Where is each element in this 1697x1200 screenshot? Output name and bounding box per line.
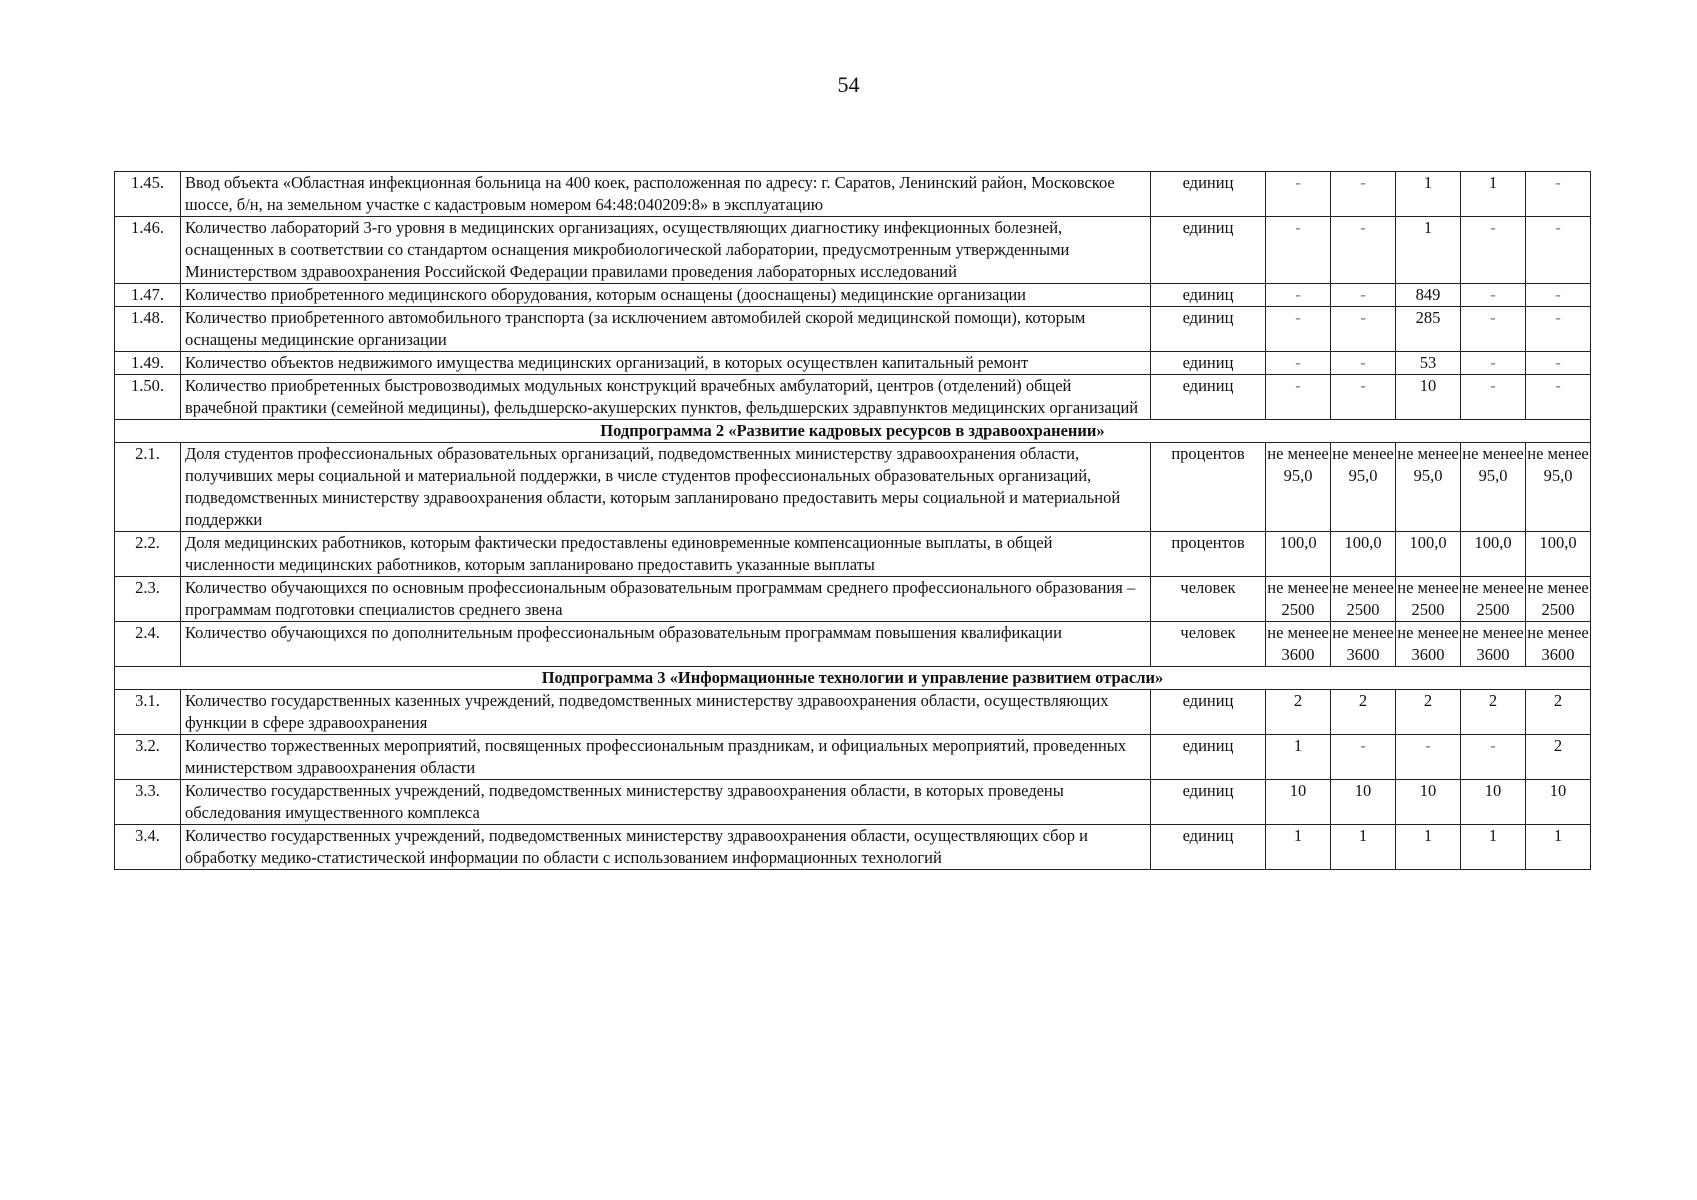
- year-value-1: -: [1266, 172, 1331, 217]
- year-value-5: не менее 3600: [1526, 622, 1591, 667]
- year-value-5: не менее 95,0: [1526, 443, 1591, 532]
- row-number: 1.50.: [115, 375, 181, 420]
- row-number: 1.47.: [115, 284, 181, 307]
- year-value-2: 100,0: [1331, 532, 1396, 577]
- year-value-1: -: [1266, 284, 1331, 307]
- row-number: 1.49.: [115, 352, 181, 375]
- section-title: Подпрограмма 3 «Информационные технологии и управление развитием отрасли»: [115, 667, 1591, 690]
- year-value-1: -: [1266, 375, 1331, 420]
- unit-of-measure: единиц: [1151, 780, 1266, 825]
- year-value-3: 53: [1396, 352, 1461, 375]
- unit-of-measure: единиц: [1151, 284, 1266, 307]
- year-value-2: 2: [1331, 690, 1396, 735]
- year-value-2: -: [1331, 375, 1396, 420]
- indicator-description: Количество приобретенного медицинского оборудования, которым оснащены (дооснащены) медицинские организации: [181, 284, 1151, 307]
- indicator-description: Количество приобретенного автомобильного транспорта (за исключением автомобилей скорой медицинской помощи), которым оснащены медицинские организации: [181, 307, 1151, 352]
- year-value-4: не менее 3600: [1461, 622, 1526, 667]
- unit-of-measure: единиц: [1151, 825, 1266, 870]
- indicator-description: Доля медицинских работников, которым фактически предоставлены единовременные компенсационные выплаты, в общей численности медицинских работников, которым запланировано предоставить указанные выплаты: [181, 532, 1151, 577]
- year-value-5: -: [1526, 352, 1591, 375]
- year-value-3: не менее 95,0: [1396, 443, 1461, 532]
- unit-of-measure: человек: [1151, 577, 1266, 622]
- year-value-1: не менее 95,0: [1266, 443, 1331, 532]
- year-value-2: -: [1331, 284, 1396, 307]
- year-value-1: 100,0: [1266, 532, 1331, 577]
- year-value-4: не менее 2500: [1461, 577, 1526, 622]
- year-value-5: -: [1526, 217, 1591, 284]
- year-value-4: 1: [1461, 825, 1526, 870]
- table-row: [115, 284, 1591, 307]
- table-row: [115, 172, 1591, 217]
- row-number: 3.2.: [115, 735, 181, 780]
- year-value-2: не менее 95,0: [1331, 443, 1396, 532]
- table-row: [115, 375, 1591, 420]
- year-value-3: 100,0: [1396, 532, 1461, 577]
- year-value-5: -: [1526, 307, 1591, 352]
- indicator-description: Ввод объекта «Областная инфекционная больница на 400 коек, расположенная по адресу: г. Саратов, Ленинский район, Московское шоссе, б/н, на земельном участке с кадастровым номером 64:48:040209:8» в эксплуатацию: [181, 172, 1151, 217]
- indicator-description: Количество приобретенных быстровозводимых модульных конструкций врачебных амбулаторий, центров (отделений) общей врачебной практики (семейной медицины), фельдшерско-акушерских пунктов, фельдшерских здравпунктов медицинских организаций: [181, 375, 1151, 420]
- indicator-description: Количество обучающихся по основным профессиональным образовательным программам среднего профессионального образования – программам подготовки специалистов среднего звена: [181, 577, 1151, 622]
- unit-of-measure: единиц: [1151, 172, 1266, 217]
- year-value-2: не менее 2500: [1331, 577, 1396, 622]
- table-row: [115, 735, 1591, 780]
- year-value-4: 2: [1461, 690, 1526, 735]
- year-value-4: 100,0: [1461, 532, 1526, 577]
- year-value-1: не менее 3600: [1266, 622, 1331, 667]
- year-value-3: 2: [1396, 690, 1461, 735]
- indicator-description: Доля студентов профессиональных образовательных организаций, подведомственных министерству здравоохранения области, получивших меры социальной и материальной поддержки, в числе студентов профессиональных образовательных организаций, подведомственных министерству здравоохранения области, которым запланировано предоставить меры социальной и материальной поддержки: [181, 443, 1151, 532]
- row-number: 1.46.: [115, 217, 181, 284]
- table-row: [115, 352, 1591, 375]
- unit-of-measure: единиц: [1151, 307, 1266, 352]
- unit-of-measure: человек: [1151, 622, 1266, 667]
- year-value-5: 2: [1526, 735, 1591, 780]
- year-value-3: -: [1396, 735, 1461, 780]
- year-value-1: 10: [1266, 780, 1331, 825]
- year-value-2: -: [1331, 217, 1396, 284]
- indicator-description: Количество объектов недвижимого имущества медицинских организаций, в которых осуществлен капитальный ремонт: [181, 352, 1151, 375]
- year-value-4: -: [1461, 217, 1526, 284]
- table-row: [115, 780, 1591, 825]
- table-row: [115, 217, 1591, 284]
- table-row: [115, 577, 1591, 622]
- year-value-5: 10: [1526, 780, 1591, 825]
- section-title: Подпрограмма 2 «Развитие кадровых ресурсов в здравоохранении»: [115, 420, 1591, 443]
- year-value-3: 1: [1396, 172, 1461, 217]
- indicator-description: Количество государственных казенных учреждений, подведомственных министерству здравоохранения области, осуществляющих функции в сфере здравоохранения: [181, 690, 1151, 735]
- year-value-1: 1: [1266, 735, 1331, 780]
- year-value-5: -: [1526, 284, 1591, 307]
- year-value-1: -: [1266, 307, 1331, 352]
- year-value-4: -: [1461, 352, 1526, 375]
- year-value-4: -: [1461, 307, 1526, 352]
- year-value-3: 10: [1396, 780, 1461, 825]
- indicator-description: Количество лабораторий 3-го уровня в медицинских организациях, осуществляющих диагностику инфекционных болезней, оснащенных в соответствии со стандартом оснащения микробиологической лаборатории, предусмотренным утвержденными Министерством здравоохранения Российской Федерации правилами проведения лабораторных исследований: [181, 217, 1151, 284]
- row-number: 2.3.: [115, 577, 181, 622]
- year-value-3: не менее 2500: [1396, 577, 1461, 622]
- unit-of-measure: единиц: [1151, 375, 1266, 420]
- row-number: 1.45.: [115, 172, 181, 217]
- unit-of-measure: процентов: [1151, 443, 1266, 532]
- table-row: [115, 622, 1591, 667]
- year-value-3: 849: [1396, 284, 1461, 307]
- table-body: [115, 172, 1591, 870]
- year-value-2: -: [1331, 352, 1396, 375]
- year-value-2: не менее 3600: [1331, 622, 1396, 667]
- year-value-2: 1: [1331, 825, 1396, 870]
- row-number: 3.1.: [115, 690, 181, 735]
- year-value-3: не менее 3600: [1396, 622, 1461, 667]
- year-value-3: 285: [1396, 307, 1461, 352]
- year-value-4: 1: [1461, 172, 1526, 217]
- unit-of-measure: единиц: [1151, 690, 1266, 735]
- year-value-2: -: [1331, 172, 1396, 217]
- year-value-2: -: [1331, 735, 1396, 780]
- year-value-3: 10: [1396, 375, 1461, 420]
- section-header-row: [115, 667, 1591, 690]
- table-row: [115, 307, 1591, 352]
- year-value-5: 100,0: [1526, 532, 1591, 577]
- indicator-description: Количество обучающихся по дополнительным профессиональным образовательным программам повышения квалификации: [181, 622, 1151, 667]
- unit-of-measure: процентов: [1151, 532, 1266, 577]
- table-row: [115, 443, 1591, 532]
- year-value-2: -: [1331, 307, 1396, 352]
- year-value-4: -: [1461, 375, 1526, 420]
- year-value-4: -: [1461, 284, 1526, 307]
- year-value-5: -: [1526, 375, 1591, 420]
- year-value-4: не менее 95,0: [1461, 443, 1526, 532]
- unit-of-measure: единиц: [1151, 352, 1266, 375]
- year-value-3: 1: [1396, 217, 1461, 284]
- row-number: 3.4.: [115, 825, 181, 870]
- indicator-description: Количество государственных учреждений, подведомственных министерству здравоохранения области, осуществляющих сбор и обработку медико-статистической информации по области с использованием информационных технологий: [181, 825, 1151, 870]
- unit-of-measure: единиц: [1151, 217, 1266, 284]
- row-number: 2.1.: [115, 443, 181, 532]
- year-value-1: -: [1266, 217, 1331, 284]
- year-value-4: -: [1461, 735, 1526, 780]
- table-row: [115, 825, 1591, 870]
- table-row: [115, 532, 1591, 577]
- row-number: 1.48.: [115, 307, 181, 352]
- indicators-table: [114, 171, 1591, 870]
- year-value-1: не менее 2500: [1266, 577, 1331, 622]
- year-value-1: 1: [1266, 825, 1331, 870]
- year-value-1: -: [1266, 352, 1331, 375]
- indicator-description: Количество государственных учреждений, подведомственных министерству здравоохранения области, в которых проведены обследования имущественного комплекса: [181, 780, 1151, 825]
- year-value-5: 2: [1526, 690, 1591, 735]
- year-value-5: 1: [1526, 825, 1591, 870]
- row-number: 2.2.: [115, 532, 181, 577]
- page-number: 54: [837, 72, 860, 97]
- table-row: [115, 690, 1591, 735]
- year-value-5: не менее 2500: [1526, 577, 1591, 622]
- year-value-5: -: [1526, 172, 1591, 217]
- year-value-2: 10: [1331, 780, 1396, 825]
- section-header-row: [115, 420, 1591, 443]
- unit-of-measure: единиц: [1151, 735, 1266, 780]
- row-number: 2.4.: [115, 622, 181, 667]
- year-value-3: 1: [1396, 825, 1461, 870]
- year-value-1: 2: [1266, 690, 1331, 735]
- year-value-4: 10: [1461, 780, 1526, 825]
- indicator-description: Количество торжественных мероприятий, посвященных профессиональным праздникам, и официальных мероприятий, проведенных министерством здравоохранения области: [181, 735, 1151, 780]
- row-number: 3.3.: [115, 780, 181, 825]
